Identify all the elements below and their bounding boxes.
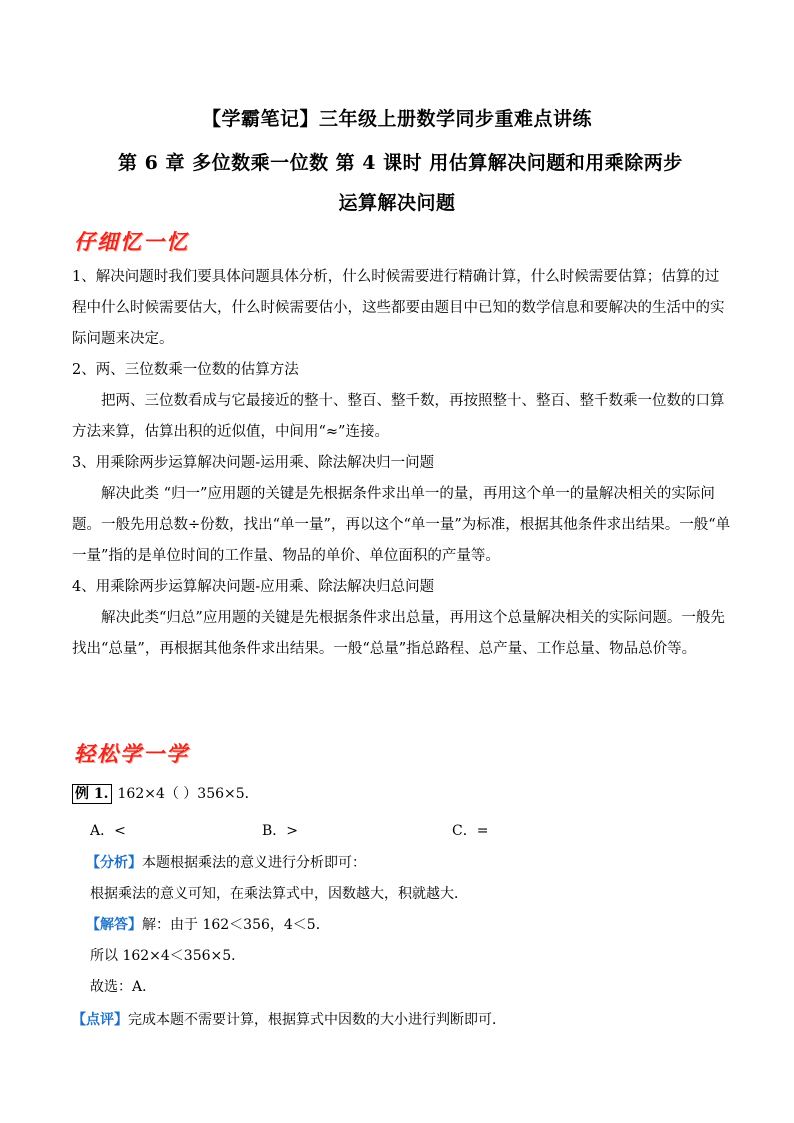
- title-line-1: 【学霸笔记】三年级上册数学同步重难点讲练: [201, 108, 592, 130]
- analysis-text: 本题根据乘法的意义进行分析即可：: [142, 855, 366, 871]
- analysis-detail: 根据乘法的意义可知，在乘法算式中，因数越大，积就越大．: [90, 886, 468, 902]
- example-label: 例 1.: [72, 784, 112, 804]
- answer-line-2: 所以 162×4＜356×5．: [90, 948, 246, 964]
- example-question: [72, 783, 259, 804]
- answer-line-3: 故选：A．: [90, 979, 157, 995]
- review-point-2-body: 把两、三位数看成与它最接近的整十、整百、整千数，再按照整十、整百、整千数乘一位数的口算方法来算，估算出积的近似值，中间用“≈”连接。: [72, 393, 725, 440]
- analysis-tag: 【分析】: [86, 855, 142, 871]
- option-b: B．>: [262, 823, 299, 839]
- option-a: A．<: [90, 823, 126, 839]
- section-heading-review: 仔细忆一忆: [74, 230, 189, 254]
- comment-text: 完成本题不需要计算，根据算式中因数的大小进行判断即可．: [128, 1012, 506, 1028]
- review-point-4-title: 4、用乘除两步运算解决问题-应用乘、除法解决归总问题: [72, 579, 435, 595]
- review-point-3-title: 3、用乘除两步运算解决问题-运用乘、除法解决归一问题: [72, 455, 435, 471]
- review-content: [72, 262, 732, 665]
- comment-line: [72, 1009, 506, 1029]
- title-line-3: 运算解决问题: [338, 192, 456, 214]
- answer-line: [86, 914, 330, 934]
- analysis-line: [86, 852, 366, 872]
- title-line-2: 第 6 章 多位数乘一位数 第 4 课时 用估算解决问题和用乘除两步: [118, 152, 683, 174]
- comment-tag: 【点评】: [72, 1012, 128, 1028]
- review-point-3-body: 解决此类 “归一”应用题的关键是先根据条件求出单一的量，再用这个单一的量解决相关的实际问题。一般先用总数÷份数，找出“单一量”，再以这个“单一量”为标准，根据其他条件求出结果。一般“单一量”指的是单位时间的工作量、物品的单价、单位面积的产量等。: [72, 486, 731, 564]
- answer-tag: 【解答】: [86, 917, 142, 933]
- question-text: 162×4（ ）356×5．: [117, 786, 259, 802]
- option-c: C．=: [452, 823, 489, 839]
- review-point-4-body: 解决此类“归总”应用题的关键是先根据条件求出总量，再用这个总量解决相关的实际问题。一般先找出“总量”，再根据其他条件求出结果。一般“总量”指总路程、总产量、工作总量、物品总价等。: [72, 610, 725, 657]
- review-point-1: 1、解决问题时我们要具体问题具体分析，什么时候需要进行精确计算，什么时候需要估算；估算的过程中什么时候需要估大，什么时候需要估小，这些都要由题目中已知的数学信息和要解决的生活中的实际问题来决定。: [72, 269, 725, 347]
- review-point-2-title: 2、两、三位数乘一位数的估算方法: [72, 362, 299, 378]
- answer-text: 解：由于 162＜356，4＜5．: [142, 917, 330, 933]
- section-heading-learn: 轻松学一学: [74, 742, 189, 766]
